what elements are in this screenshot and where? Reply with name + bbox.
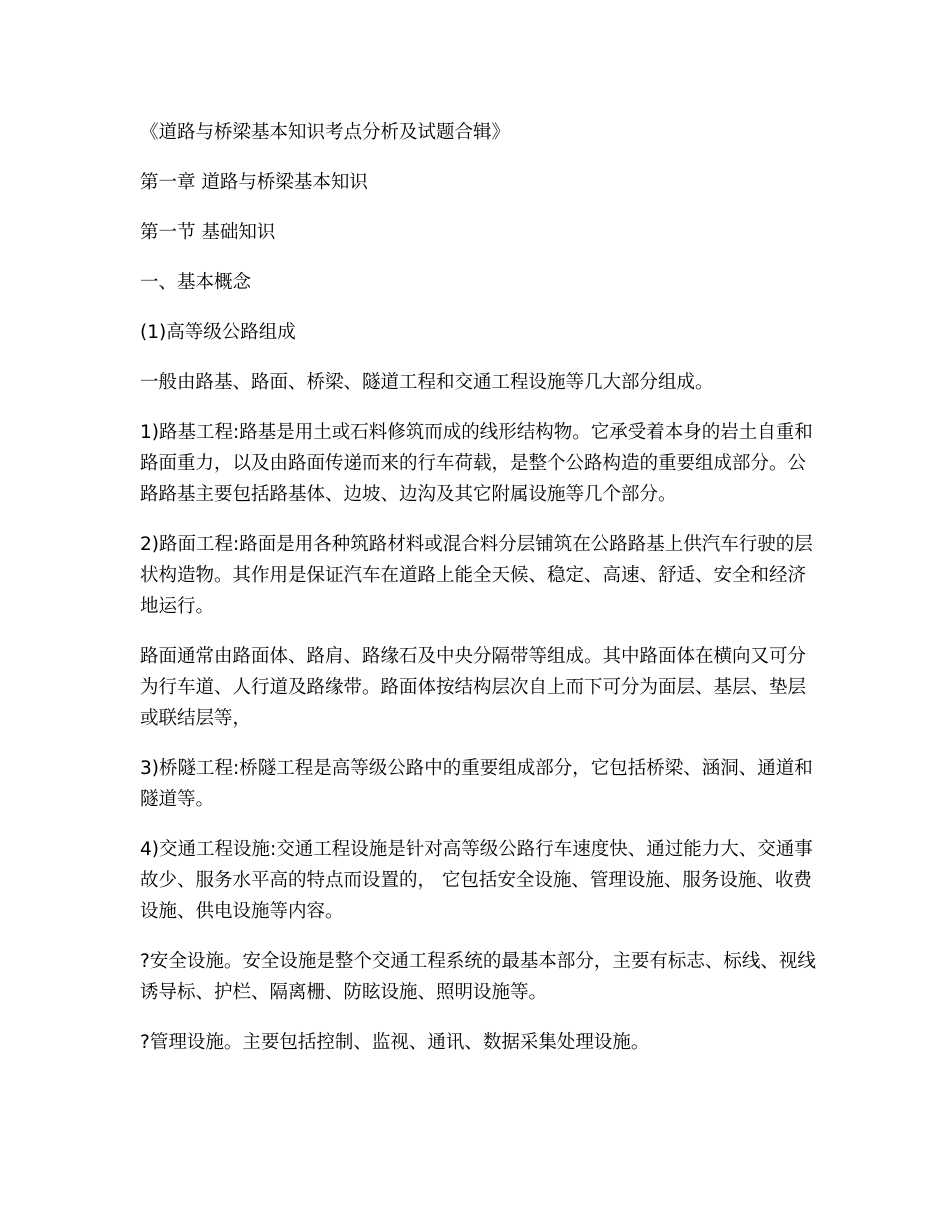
paragraph-pavement-composition: 路面通常由路面体、路肩、路缘石及中央分隔带等组成。其中路面体在横向又可分为行车道、人行道及路缘带。路面体按结构层次自上而下可分为面层、基层、垫层或联结层等，	[140, 646, 807, 729]
paragraph-bridge-tunnel: 3)桥隧工程:桥隧工程是高等级公路中的重要组成部分，它包括桥梁、涵洞、通道和隧道等。	[140, 758, 813, 810]
paragraph-intro: 一般由路基、路面、桥梁、隧道工程和交通工程设施等几大部分组成。	[140, 372, 714, 393]
heading-basic-concepts: 一、基本概念	[140, 272, 252, 293]
subheading-highway-composition: (1)高等级公路组成	[140, 322, 296, 343]
document-title: 《道路与桥梁基本知识考点分析及试题合辑》	[140, 122, 511, 143]
paragraph-pavement: 2)路面工程:路面是用各种筑路材料或混合料分层铺筑在公路路基上供汽车行驶的层状构造物。其作用是保证汽车在道路上能全天候、稳定、高速、舒适、安全和经济地运行。	[140, 534, 813, 617]
paragraph-safety-facilities: ?安全设施。安全设施是整个交通工程系统的最基本部分，主要有标志、标线、视线诱导标、护栏、隔离栅、防眩设施、照明设施等。	[140, 951, 816, 1003]
document-body	[140, 117, 820, 1077]
section-heading: 第一节 基础知识	[140, 222, 276, 243]
chapter-heading: 第一章 道路与桥梁基本知识	[140, 172, 368, 193]
paragraph-management-facilities: ?管理设施。主要包括控制、监视、通讯、数据采集处理设施。	[140, 1032, 650, 1053]
paragraph-traffic-facilities: 4)交通工程设施:交通工程设施是针对高等级公路行车速度快、通过能力大、交通事故少、服务水平高的特点而设置的， 它包括安全设施、管理设施、服务设施、收费设施、供电设施等内容。	[140, 839, 813, 922]
paragraph-subgrade: 1)路基工程:路基是用土或石料修筑而成的线形结构物。它承受着本身的岩土自重和路面重力，以及由路面传递而来的行车荷载，是整个公路构造的重要组成部分。公路路基主要包括路基体、边坡、边沟及其它附属设施等几个部分。	[140, 422, 813, 505]
